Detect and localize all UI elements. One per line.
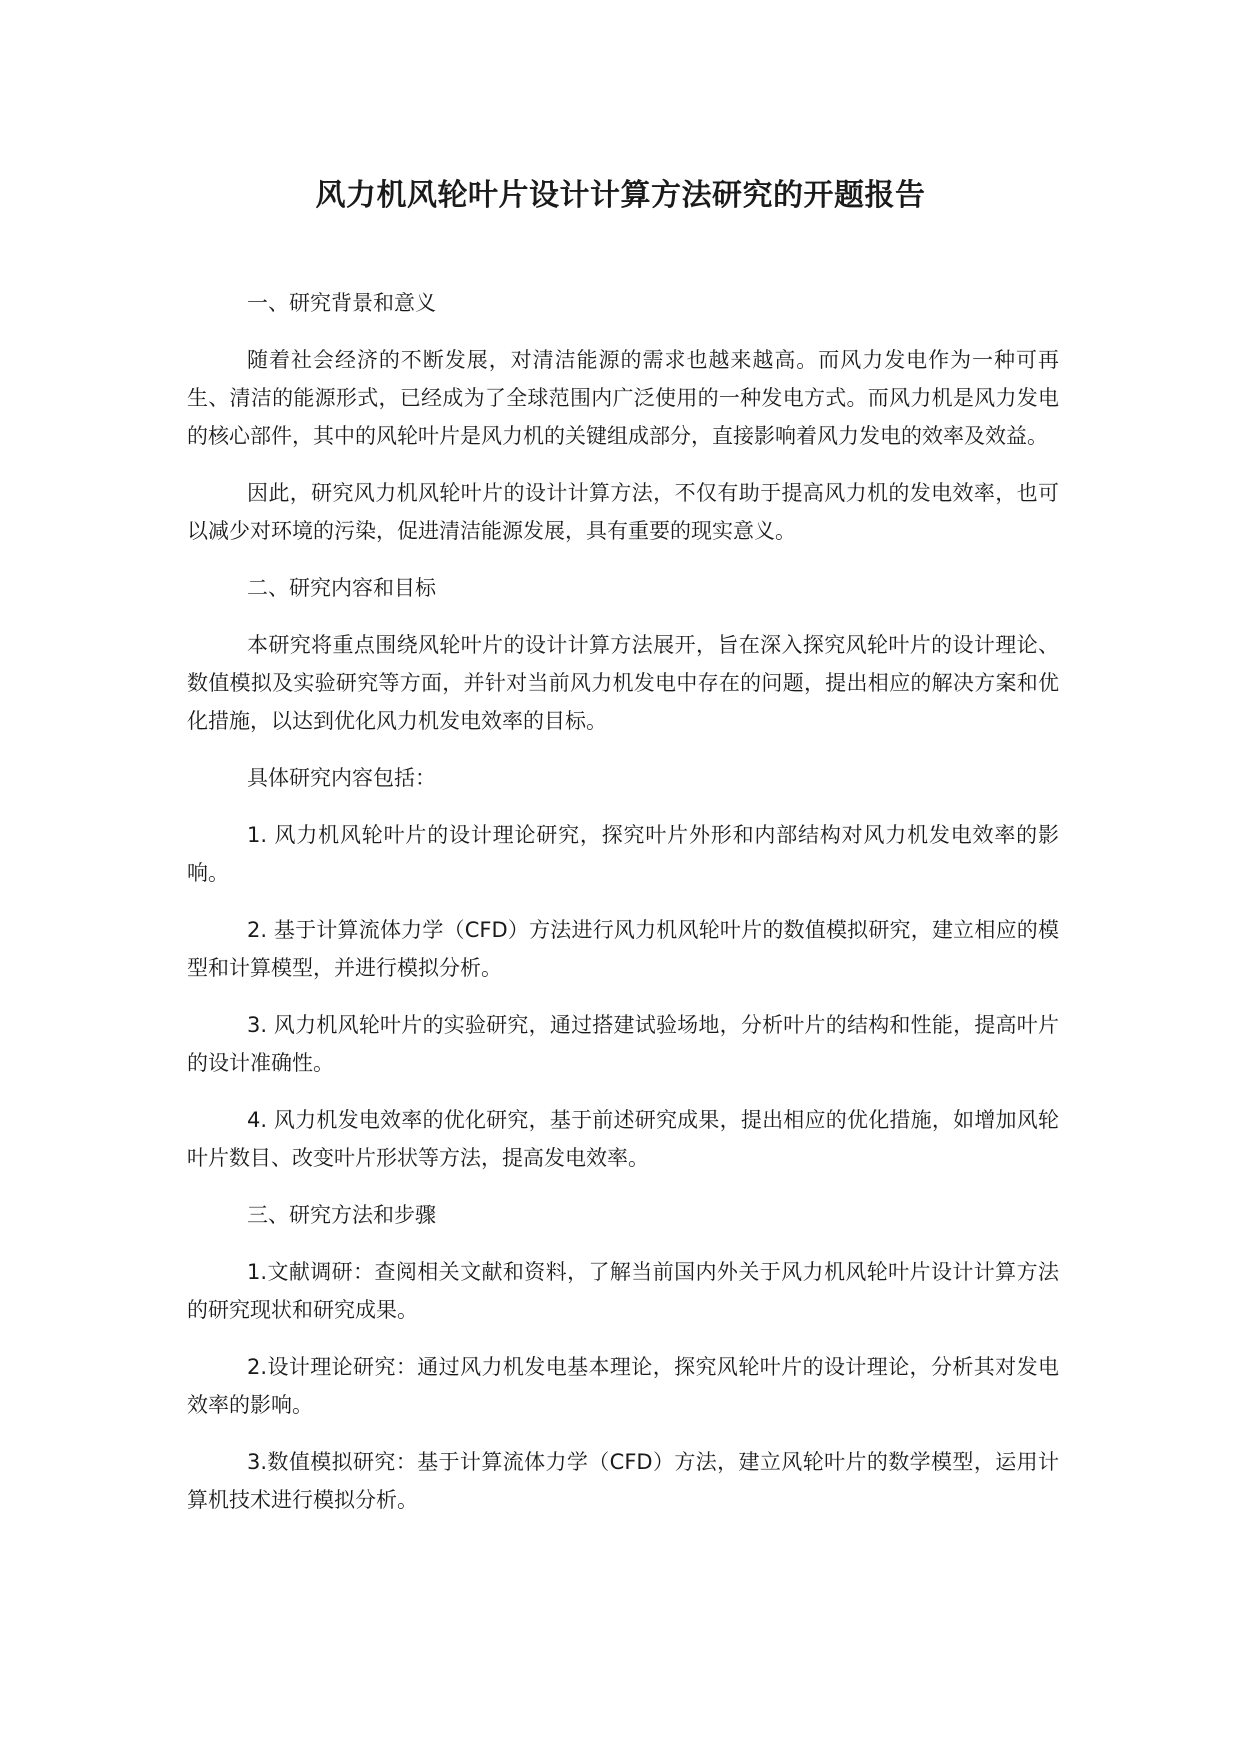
section-heading-background: 一、研究背景和意义 <box>247 291 436 315</box>
document-title: 风力机风轮叶片设计计算方法研究的开题报告 <box>315 178 926 213</box>
list-item: 4. 风力机发电效率的优化研究，基于前述研究成果，提出相应的优化措施，如增加风轮叶片数目、改变叶片形状等方法，提高发电效率。 <box>187 1108 1059 1170</box>
paragraph: 具体研究内容包括： <box>247 766 436 790</box>
document-body <box>187 284 1059 1538</box>
list-item: 3.数值模拟研究：基于计算流体力学（CFD）方法，建立风轮叶片的数学模型，运用计算机技术进行模拟分析。 <box>187 1450 1059 1512</box>
paragraph: 本研究将重点围绕风轮叶片的设计计算方法展开，旨在深入探究风轮叶片的设计理论、数值模拟及实验研究等方面，并针对当前风力机发电中存在的问题，提出相应的解决方案和优化措施，以达到优化风力机发电效率的目标。 <box>187 633 1059 733</box>
list-item: 2.设计理论研究：通过风力机发电基本理论，探究风轮叶片的设计理论，分析其对发电效率的影响。 <box>187 1355 1059 1417</box>
list-item: 1. 风力机风轮叶片的设计理论研究，探究叶片外形和内部结构对风力机发电效率的影响。 <box>187 823 1059 885</box>
paragraph: 因此，研究风力机风轮叶片的设计计算方法，不仅有助于提高风力机的发电效率，也可以减少对环境的污染，促进清洁能源发展，具有重要的现实意义。 <box>187 481 1059 543</box>
list-item: 1.文献调研：查阅相关文献和资料，了解当前国内外关于风力机风轮叶片设计计算方法的研究现状和研究成果。 <box>187 1260 1059 1322</box>
paragraph: 随着社会经济的不断发展，对清洁能源的需求也越来越高。而风力发电作为一种可再生、清洁的能源形式，已经成为了全球范围内广泛使用的一种发电方式。而风力机是风力发电的核心部件，其中的风轮叶片是风力机的关键组成部分，直接影响着风力发电的效率及效益。 <box>187 348 1059 448</box>
section-heading-content: 二、研究内容和目标 <box>247 576 436 600</box>
list-item: 3. 风力机风轮叶片的实验研究，通过搭建试验场地，分析叶片的结构和性能，提高叶片的设计准确性。 <box>187 1013 1059 1075</box>
list-item: 2. 基于计算流体力学（CFD）方法进行风力机风轮叶片的数值模拟研究，建立相应的模型和计算模型，并进行模拟分析。 <box>187 918 1059 980</box>
section-heading-methods: 三、研究方法和步骤 <box>247 1203 436 1227</box>
